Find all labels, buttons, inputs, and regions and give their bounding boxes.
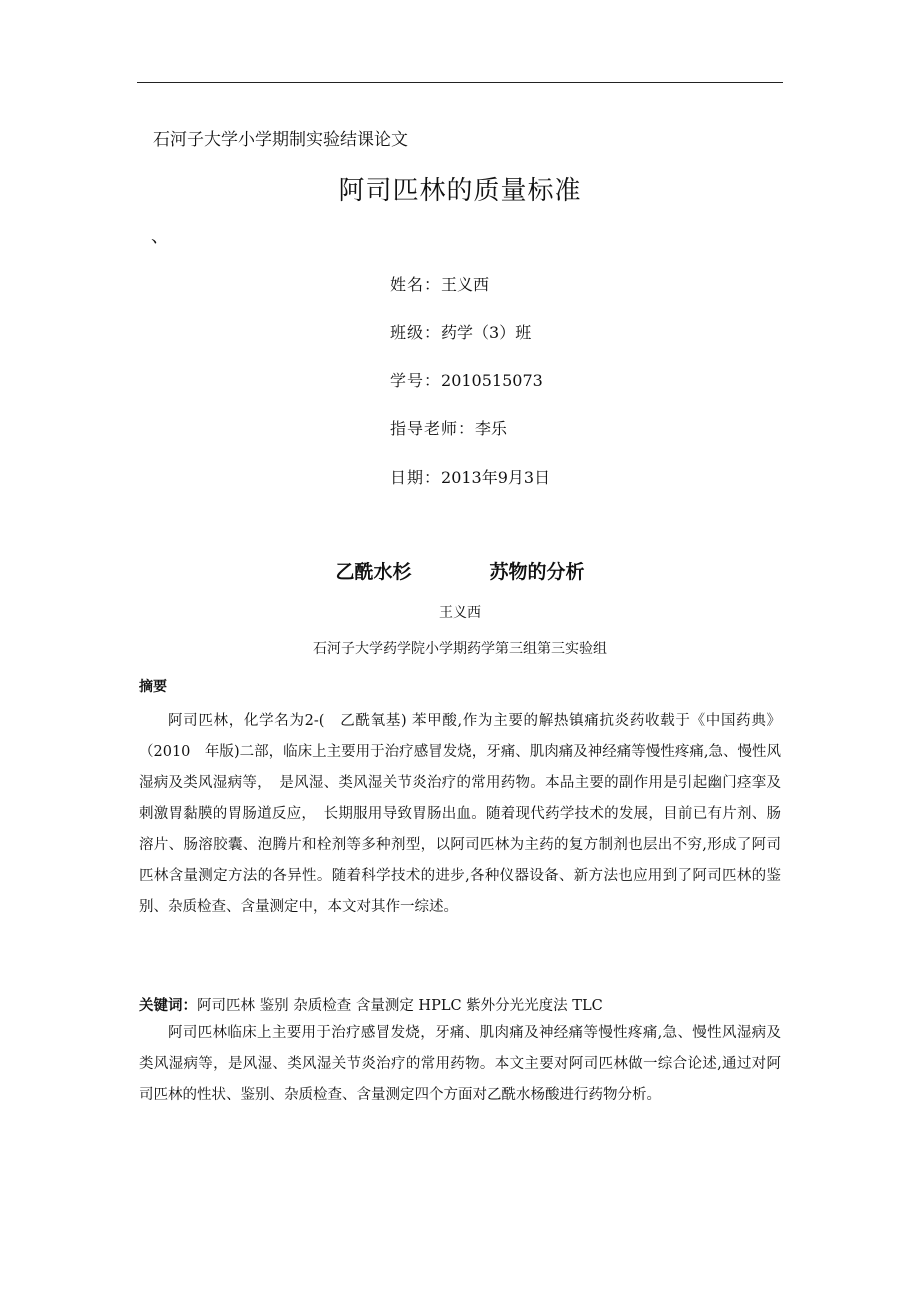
student-class-row (390, 320, 531, 343)
date-row (390, 465, 550, 488)
keywords-label: 关键词： (139, 998, 197, 1014)
article-title-left: 乙酰水杉 (335, 561, 412, 583)
class-value: 药学（3）班 (441, 323, 532, 342)
name-value: 王义西 (441, 275, 490, 294)
course-label: 石河子大学小学期制实验结课论文 (153, 130, 408, 150)
article-affiliation: 石河子大学药学院小学期药学第三组第三实验组 (313, 641, 607, 657)
name-label: 姓名： (390, 275, 442, 294)
id-label: 学号： (390, 371, 442, 390)
student-name-row (390, 272, 489, 295)
paper-title: 阿司匹林的质量标准 (338, 176, 582, 206)
abstract-heading: 摘要 (139, 679, 167, 695)
keywords-line (139, 994, 603, 1015)
intro-paragraph: 阿司匹林临床上主要用于治疗感冒发烧，牙痛、肌肉痛及神经痛等慢性疼痛,急、慢性风湿病及类风湿病等，是风湿、类风湿关节炎治疗的常用药物。本文主要对阿司匹林做一综合论述,通过对阿司匹林的性状、鉴别、杂质检查、含量测定四个方面对乙酰水杨酸进行药物分析。 (139, 1025, 781, 1103)
advisor-label: 指导老师： (390, 419, 476, 438)
class-label: 班级： (390, 323, 442, 342)
stray-mark: 、 (151, 226, 169, 247)
abstract-paragraph: 阿司匹林，化学名为2-( 乙酰氧基) 苯甲酸,作为主要的解热镇痛抗炎药收载于《中国药典》（2010 年版)二部，临床上主要用于治疗感冒发烧，牙痛、肌肉痛及神经痛等慢性疼痛,急、慢性风湿病及类风湿病等， 是风湿、类风湿关节炎治疗的常用药物。本品主要的副作用是引起幽门痉挛及刺激胃黏膜的胃肠道反应， 长期服用导致胃肠出血。随着现代药学技术的发展，目前已有片剂、肠溶片、肠溶胶囊、泡腾片和栓剂等多种剂型，以阿司匹林为主药的复方制剂也层出不穷,形成了阿司匹林含量测定方法的各异性。随着科学技术的进步,各种仪器设备、新方法也应用到了阿司匹林的鉴别、杂质检查、含量测定中，本文对其作一综述。 (139, 713, 781, 915)
date-label: 日期： (390, 468, 442, 487)
article-title (0, 557, 920, 584)
date-value: 2013年9月3日 (441, 468, 551, 487)
article-title-right: 苏物的分析 (489, 561, 585, 583)
advisor-row (390, 416, 507, 439)
student-id-row (390, 368, 543, 391)
header-rule (137, 82, 783, 83)
advisor-value: 李乐 (475, 419, 508, 438)
keywords-value: 阿司匹林 鉴别 杂质检查 含量测定 HPLC 紫外分光光度法 TLC (197, 998, 603, 1014)
id-value: 2010515073 (441, 371, 543, 390)
article-author: 王义西 (439, 605, 481, 621)
